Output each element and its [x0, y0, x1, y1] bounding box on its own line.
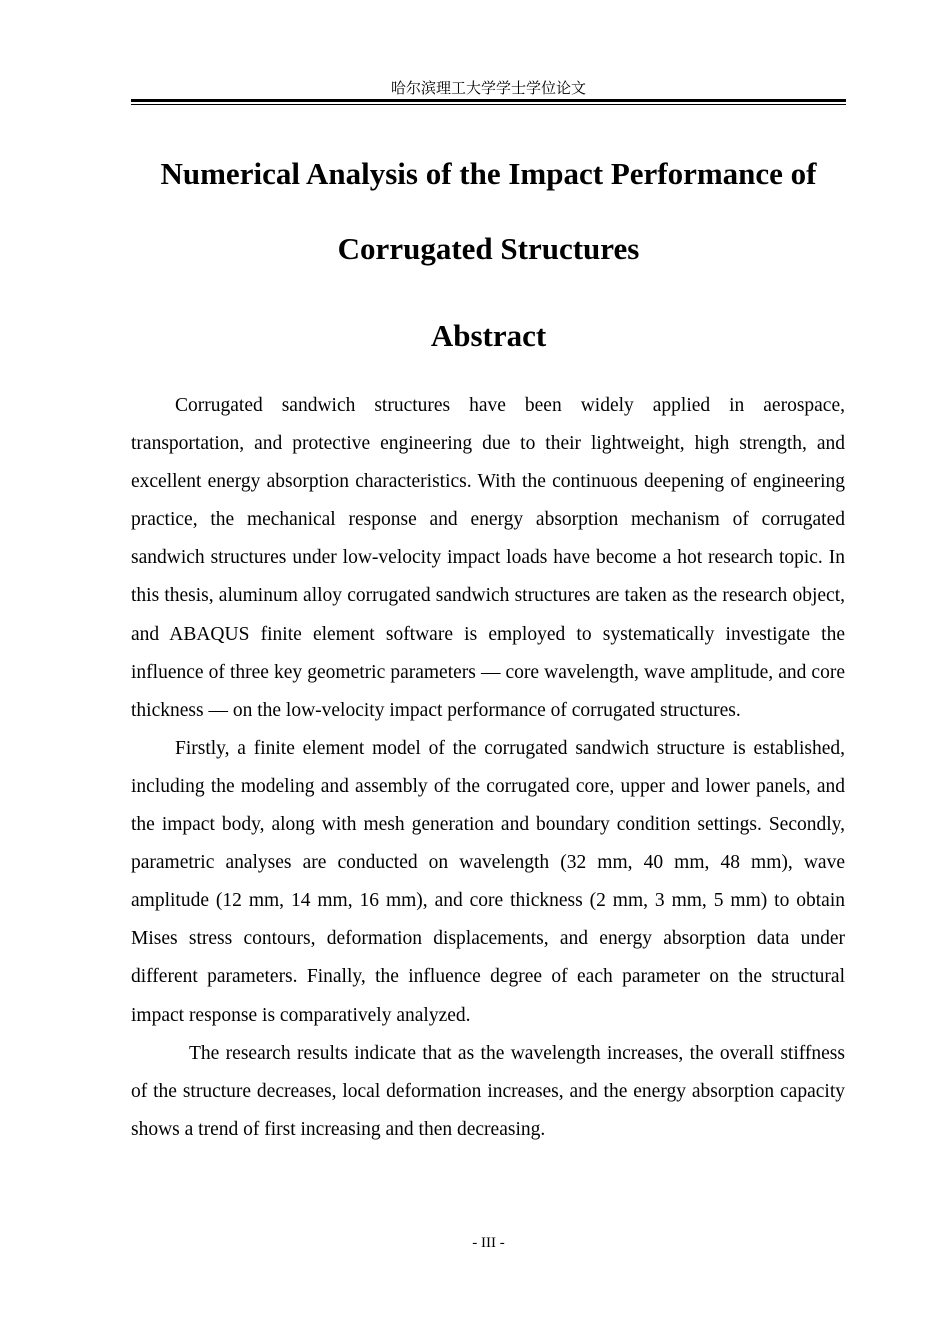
thesis-title-line-2: Corrugated Structures — [337, 231, 640, 266]
page-number: - III - — [472, 1235, 505, 1251]
abstract-body — [131, 387, 845, 1149]
header-rule-thick — [131, 99, 846, 102]
running-header: 哈尔滨理工大学学士学位论文 — [390, 79, 586, 97]
abstract-paragraph-3: The research results indicate that as the wavelength increases, the overall stiffness of the structure decreases, local deformation increases, and the energy absorption capacity shows a trend of first increasing and then decreasing. — [131, 1042, 845, 1140]
abstract-paragraph-1: Corrugated sandwich structures have been widely applied in aerospace, transportation, and protective engineering due to their lightweight, high strength, and excellent energy absorption characteristics. With the continuous deepening of engineering practice, the mechanical response and energy absorption mechanism of corrugated sandwich structures under low-velocity impact loads have become a hot research topic. In this thesis, aluminum alloy corrugated sandwich structures are taken as the research object, and ABAQUS finite element software is employed to systematically investigate the influence of three key geometric parameters — core wavelength, wave amplitude, and core thickness — on the low-velocity impact performance of corrugated structures. — [131, 395, 845, 721]
header-rule-thin — [131, 104, 846, 105]
abstract-heading: Abstract — [430, 318, 547, 353]
thesis-title-line-1: Numerical Analysis of the Impact Performance of — [160, 156, 817, 191]
abstract-paragraph-2: Firstly, a finite element model of the corrugated sandwich structure is established, including the modeling and assembly of the corrugated core, upper and lower panels, and the impact body, along with mesh generation and boundary condition settings. Secondly, parametric analyses are conducted on wavelength (32 mm, 40 mm, 48 mm), wave amplitude (12 mm, 14 mm, 16 mm), and core thickness (2 mm, 3 mm, 5 mm) to obtain Mises stress contours, deformation displacements, and energy absorption data under different parameters. Finally, the influence degree of each parameter on the structural impact response is comparatively analyzed. — [131, 737, 845, 1026]
